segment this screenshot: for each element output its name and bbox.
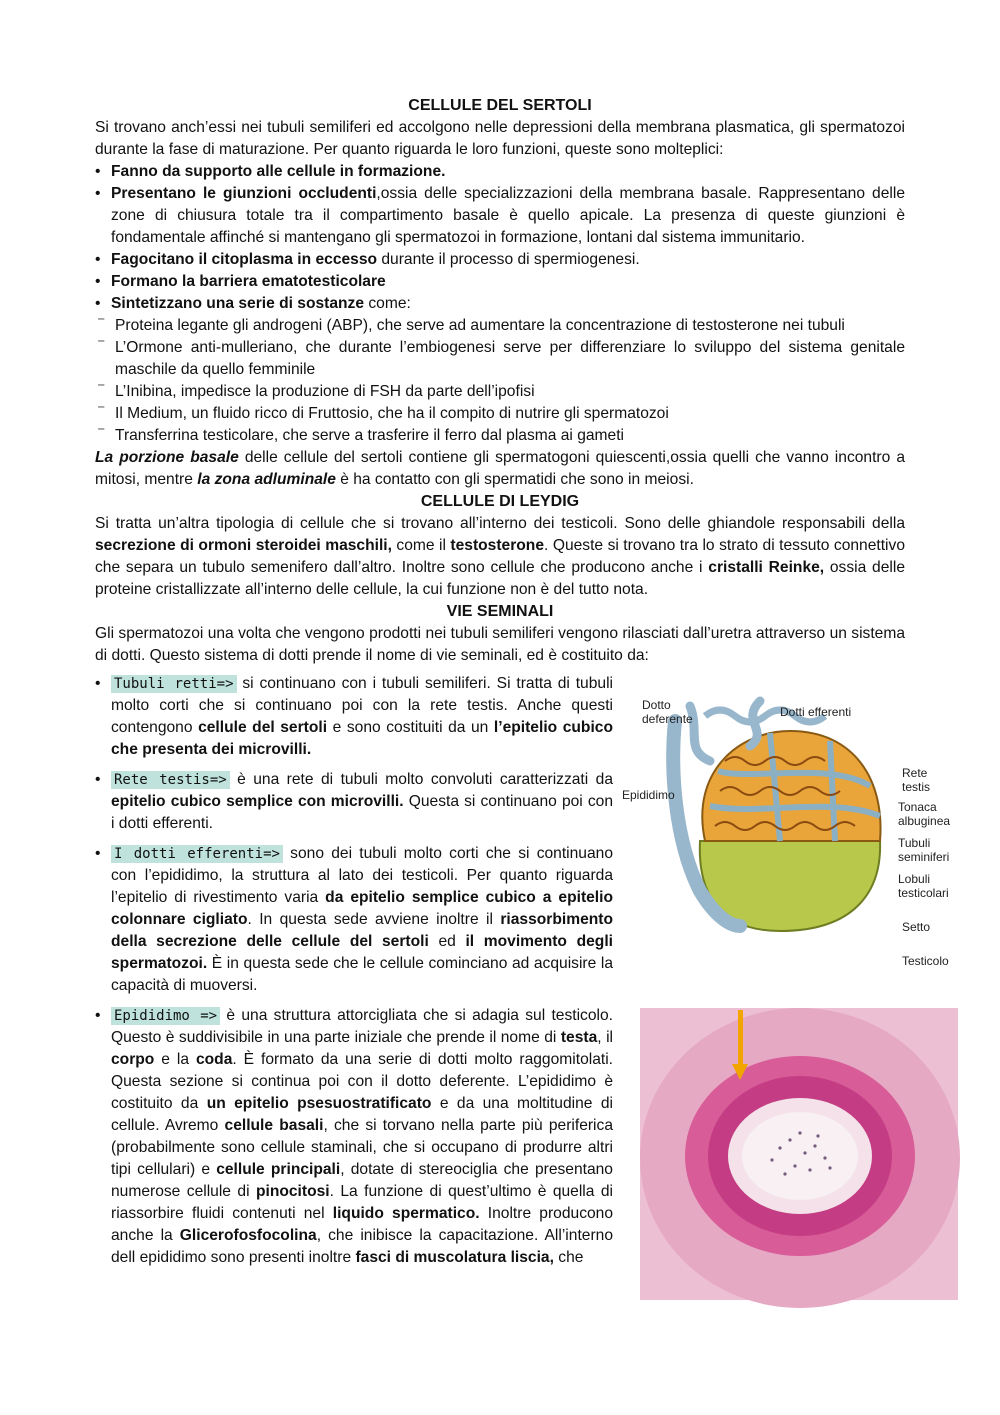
text: , che si torvano nella parte più periferica (probabilmente sono cellule staminali, che si occupano di produrre altri tipi cellulari) e	[111, 1117, 613, 1178]
bold-italic-text: la zona adluminale	[197, 471, 336, 488]
bold-text: cristalli Reinke,	[708, 559, 825, 576]
list-item-rete-testis	[95, 769, 613, 835]
text: che	[553, 1249, 584, 1266]
label-lobuli-2: testicolari	[898, 886, 949, 900]
bold-text: riassorbimento della secrezione delle cellule del sertoli	[111, 911, 613, 950]
leydig-paragraph	[95, 513, 905, 601]
text: . Queste si trovano tra lo strato di tessuto connettivo che separa un tubulo semenifero dall’altro. Inoltre sono cellule che producono anche i	[95, 537, 905, 576]
bold-text: Sintetizzano una serie di sostanze	[111, 295, 365, 312]
label-setto: Setto	[902, 920, 931, 934]
sertoli-bullet-3	[95, 249, 905, 271]
text: è ha contatto con gli spermatidi che sono in meiosi.	[335, 471, 694, 488]
text: sono dei tubuli molto corti che si continuano con l’epididimo, la struttura al lato dei testicoli. Per quanto riguarda l’epitelio di rivestimento varia	[111, 845, 613, 906]
section-title-sertoli: CELLULE DEL SERTOLI	[408, 97, 592, 114]
sertoli-dash-5: ⁻ Transferrina testicolare, che serve a trasferire il ferro dal plasma ai gameti	[95, 425, 905, 447]
bold-text: epitelio cubico semplice con microvilli.	[111, 793, 404, 810]
sertoli-dash-4: ⁻ Il Medium, un fluido ricco di Fruttosio, che ha il compito di nutrire gli spermatozoi	[95, 403, 905, 425]
list-item-epididimo	[95, 1005, 613, 1269]
sertoli-bullet-2	[95, 183, 905, 249]
text: ,ossia delle specializzazioni della membrana basale. Rappresentano delle zone di chiusura totale tra il compartimento basale è quello apicale. La presenza di queste giunzioni è fondamentale affinché si mantengano gli spermatozoi in formazione, lontani dal sistema immunitario.	[111, 185, 905, 246]
bold-text: l’epitelio cubico che presenta dei microvilli.	[111, 719, 613, 758]
highlight-label: Epididimo =>	[111, 1007, 220, 1025]
label-testicolo: Testicolo	[902, 954, 949, 968]
label-epididimo: Epididimo	[622, 788, 675, 802]
text: delle cellule del sertoli contiene gli spermatogoni quiescenti,ossia quelli che vanno incontro a mitosi, mentre	[95, 449, 905, 488]
text: , il	[597, 1029, 614, 1046]
section-title-vie-seminali: VIE SEMINALI	[446, 603, 554, 620]
bold-text: corpo	[111, 1051, 155, 1068]
label-rete-testis-1: Rete	[902, 766, 928, 780]
text: ossia delle proteine cristallizzate all’interno delle cellule, la cui funzione non è del tutto nota.	[95, 559, 906, 598]
sertoli-intro: Si trovano anch’essi nei tubuli semiliferi ed accolgono nelle depressioni della membrana plasmatica, gli spermatozoi durante la fase di maturazione. Per quanto riguarda le loro funzioni, queste sono molteplici:	[95, 119, 905, 158]
epididymis-micrograph	[640, 1008, 958, 1300]
highlight-label: Tubuli retti=>	[111, 675, 237, 693]
label-dotto-deferente-1: Dotto	[642, 698, 671, 712]
bold-text: pinocitosi	[255, 1183, 330, 1200]
text: si continuano con i tubuli semiliferi. Si tratta di tubuli molto corti che si continuano poi con la rete testis. Anche questi contengono	[111, 675, 613, 736]
list-item-dotti-efferenti	[95, 843, 613, 997]
label-rete-testis-2: testis	[902, 780, 931, 794]
text: come:	[364, 295, 411, 312]
label-tubuli-1: Tubuli	[898, 836, 931, 850]
testis-diagram	[622, 691, 951, 991]
bold-text: liquido spermatico.	[332, 1205, 480, 1222]
text: è una rete di tubuli molto convoluti caratterizzati da	[229, 771, 613, 788]
label-tubuli-2: seminiferi	[898, 850, 950, 864]
sertoli-closing	[95, 447, 905, 491]
document-page	[95, 95, 951, 1273]
sertoli-bullet-1	[95, 161, 905, 183]
label-dotto-deferente-2: deferente	[642, 712, 693, 726]
bold-text: da epitelio semplice cubico a epitelio colonnare cigliato	[111, 889, 613, 928]
sertoli-bullet-5	[95, 293, 905, 315]
text: Questa si continuano poi con i dotti efferenti.	[111, 793, 614, 832]
bold-text: un epitelio psesuostratificato	[206, 1095, 432, 1112]
bold-text: Glicerofosfocolina	[179, 1227, 317, 1244]
sertoli-dash-1: ⁻ Proteina legante gli androgeni (ABP), che serve ad aumentare la concentrazione di testosterone nei tubuli	[95, 315, 905, 337]
vie-intro: Gli spermatozoi una volta che vengono prodotti nei tubuli semiliferi vengono rilasciati dall’uretra attraverso un sistema di dotti. Questo sistema di dotti prende il nome di vie seminali, ed è costituito da:	[95, 625, 905, 664]
bold-text: il movimento degli spermatozoi.	[111, 933, 613, 972]
vie-list	[95, 673, 613, 1277]
text: ed	[428, 933, 466, 950]
section-title-leydig: CELLULE DI LEYDIG	[420, 493, 580, 510]
bold-text: Fanno da supporto alle cellule in formazione.	[111, 163, 446, 180]
text: , che inibisce la capacitazione. All’interno dell epididimo sono presenti inoltre	[111, 1227, 613, 1266]
bold-italic-text: La porzione basale	[95, 449, 239, 466]
text: . La funzione di quest’ultimo è quella di riassorbire fluidi contenuti nel	[111, 1183, 613, 1222]
text: e la	[154, 1051, 196, 1068]
text: Si tratta un’altra tipologia di cellule che si trovano all’interno dei testicoli. Sono delle ghiandole responsabili della	[95, 515, 905, 532]
highlight-label: Rete testis=>	[111, 771, 230, 789]
sertoli-dash-2: ⁻ L’Ormone anti-mulleriano, che durante l’embiogenesi serve per differenziare lo sviluppo del sistema genitale maschile da quello femminile	[95, 337, 905, 381]
text: è una struttura attorcigliata che si adagia sul testicolo. Questo è suddivisibile in una parte iniziale che prende il nome di	[111, 1007, 613, 1046]
bold-text: Presentano le giunzioni occludenti	[111, 185, 377, 202]
list-item-tubuli-retti	[95, 673, 613, 761]
text: , dotate di stereociglia che presentano numerose cellule di	[111, 1161, 613, 1200]
bold-text: cellule del sertoli	[198, 719, 328, 736]
text: e sono costituiti da un	[327, 719, 494, 736]
bold-text: Formano la barriera ematotesticolare	[111, 273, 386, 290]
text: durante il processo di spermiogenesi.	[377, 251, 640, 268]
sertoli-bullet-4	[95, 271, 905, 293]
label-tonaca-2: albuginea	[898, 814, 951, 828]
text: È in questa sede che le cellule cominciano ad acquisire la capacità di muoversi.	[111, 955, 613, 994]
bold-text: testa	[560, 1029, 598, 1046]
bold-text: Fagocitano il citoplasma in eccesso	[111, 251, 378, 268]
bold-text: cellule principali	[216, 1161, 341, 1178]
bold-text: coda	[195, 1051, 233, 1068]
text: come il	[391, 537, 451, 554]
bold-text: secrezione di ormoni steroidei maschili,	[95, 537, 392, 554]
text: . In questa sede avviene inoltre il	[247, 911, 501, 928]
bold-text: fasci di muscolatura liscia,	[355, 1249, 554, 1266]
testis-illustration	[673, 701, 880, 931]
sertoli-dash-3: ⁻ L’Inibina, impedisce la produzione di FSH da parte dell’ipofisi	[95, 381, 905, 403]
label-dotti-efferenti: Dotti efferenti	[780, 705, 852, 719]
text: . È formato da una serie di dotti molto raggomitolati. Questa sezione si continua poi con il dotto deferente. L’epididimo è costituito da	[111, 1051, 614, 1112]
highlight-label: I dotti efferenti=>	[111, 845, 283, 863]
two-column-area	[95, 673, 951, 1273]
text: e da una moltitudine di cellule. Avremo	[111, 1095, 613, 1134]
bold-text: cellule basali	[224, 1117, 324, 1134]
label-lobuli-1: Lobuli	[898, 872, 931, 886]
text: Inoltre producono anche la	[111, 1205, 614, 1244]
label-tonaca-1: Tonaca	[898, 800, 937, 814]
bold-text: testosterone	[450, 537, 545, 554]
